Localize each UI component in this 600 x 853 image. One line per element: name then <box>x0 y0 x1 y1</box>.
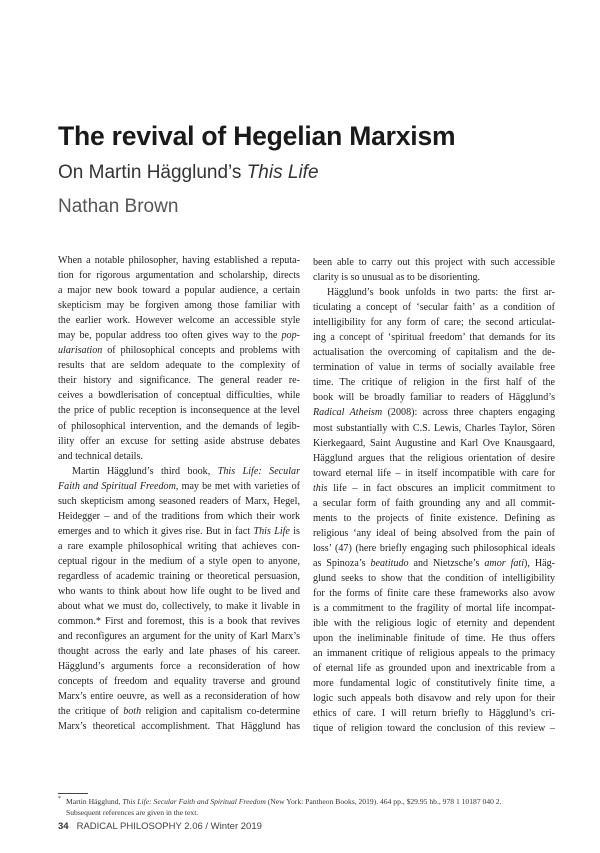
right-column-line <box>313 255 555 270</box>
text-run: upon the ineliminable finitude of time. He thus offers <box>313 633 555 645</box>
italic-text: Radical Atheism <box>313 407 383 419</box>
text-run: , may be met with varieties of <box>175 480 300 492</box>
text-run: such skepticism among seasoned readers of Marx, Hegel, <box>58 495 300 507</box>
left-column-line <box>58 328 300 343</box>
right-column-line <box>313 646 555 661</box>
right-column-line <box>313 526 555 541</box>
text-run: thought across the early and late phases of his career. <box>58 646 300 658</box>
text-run: results that are seldom adequate to the complexity of <box>58 360 300 372</box>
right-column-line <box>313 285 555 300</box>
text-run: ticulating a concept of ‘secular faith’ as a condition of <box>313 302 555 314</box>
right-column-line <box>313 436 555 451</box>
article-subtitle <box>58 161 558 185</box>
right-column-line <box>313 315 555 330</box>
right-column-line <box>313 571 555 586</box>
right-column-line <box>313 676 555 691</box>
text-run: religious ‘any ideal of being absolved from the pain of <box>313 527 555 539</box>
text-run: as Spinoza’s <box>313 557 371 569</box>
text-run: of philosophical concepts and problems with <box>102 345 300 357</box>
left-column-line <box>58 539 300 554</box>
text-run: and Nietzsche’s <box>408 557 485 569</box>
left-column-line <box>58 554 300 569</box>
left-column-line <box>58 599 300 614</box>
italic-text: This Life <box>253 525 290 537</box>
text-run: been able to carry out this project with such accessible <box>313 257 555 268</box>
text-run: may be, popular address too often gives way to the <box>58 330 282 342</box>
italic-text: amor fati <box>484 557 525 569</box>
right-column-line <box>313 631 555 646</box>
right-column-line <box>313 661 555 676</box>
right-column-line <box>313 706 555 721</box>
italic-text: ularisation <box>58 345 103 357</box>
right-column-line <box>313 586 555 601</box>
left-column-line <box>58 614 300 629</box>
text-run: the critique of <box>58 706 124 718</box>
text-run: emerges and to which it gives rise. But in fact <box>58 525 254 537</box>
italic-text: pop- <box>281 330 300 342</box>
footnote <box>58 796 558 818</box>
text-run: tion for rigorous argumentation and scholarship, directs <box>58 270 300 282</box>
left-column-line <box>58 313 300 328</box>
text-run: When a notable philosopher, having established a reputa- <box>58 255 300 266</box>
left-column-line <box>58 509 300 524</box>
text-run: common.* First and foremost, this is a book that revives <box>58 616 300 628</box>
footnote-rule <box>58 793 88 794</box>
left-column-line <box>58 253 300 268</box>
left-column-line <box>58 283 300 298</box>
text-run: regardless of academic training or theoretical persuasion, <box>58 570 300 582</box>
left-column-line <box>58 674 300 689</box>
text-run: toward eternal life – in itself incompatible with care for <box>313 467 555 479</box>
text-run: Martin Hägglund’s third book, <box>72 465 218 477</box>
text-run: ceives a bowdlerisation of conceptual difficulties, while <box>58 390 300 402</box>
right-column-line <box>313 405 555 420</box>
text-run: book will be broadly familiar to readers of Hägglund’s <box>313 392 555 404</box>
right-column-line <box>313 330 555 345</box>
text-run: for the forms of finite care these frameworks also avow <box>313 588 555 600</box>
text-run: clarity is so unusual as to be disorienting. <box>313 272 481 284</box>
left-column-line <box>58 403 300 418</box>
left-column-line <box>58 569 300 584</box>
subtitle-text: On Martin Hägglund’s <box>58 162 247 183</box>
text-run: Hägglund’s arguments force a reconsideration of how <box>58 661 300 673</box>
text-run: the price of public reception is inconsequence at the level <box>58 405 300 417</box>
text-run: skepticism may be forgiven among those familiar with <box>58 300 300 312</box>
journal-issue: RADICAL PHILOSOPHY 2.06 / Winter 2019 <box>76 821 262 832</box>
left-column-line <box>58 388 300 403</box>
text-run: ethics of care. I will return briefly to Hägglund’s cri- <box>313 708 555 720</box>
text-run: ceptual rigour in the medium of a style open to anyone, <box>58 555 300 567</box>
text-run: glund seeks to show that the condition of intelligibility <box>313 572 555 584</box>
text-run: termination of value in terms of socially available free <box>313 362 555 374</box>
right-column-line <box>313 481 555 496</box>
left-column-line <box>58 479 300 494</box>
right-column-line <box>313 270 555 285</box>
text-run: about what we must do, collectively, to make it livable in <box>58 601 300 613</box>
text-run: (2008): across three chapters engaging <box>382 407 555 419</box>
text-run: is <box>289 525 300 537</box>
italic-text: This Life: Secular <box>217 465 300 477</box>
body-column-right <box>313 255 555 737</box>
text-run: loss’ (47) (here briefly engaging such philosophical ideals <box>313 542 555 554</box>
text-run: Hägglund argues that the religious orientation of desire <box>313 452 555 464</box>
text-run: a rare example philosophical writing that achieves con- <box>58 540 300 552</box>
footnote-line-1: Martin Hägglund, This Life: Secular Faith and Spiritual Freedom (New York: Pantheon Books, 2019). 464 pp., $29.95 hb., 978 1 10187 040 2. <box>66 797 502 806</box>
text-run: ing a concept of ‘spiritual freedom’ that demands for its <box>313 332 555 344</box>
right-column-line <box>313 556 555 571</box>
left-column-line <box>58 298 300 313</box>
text-run: of philosophical intervention, and the demands of legib- <box>58 420 300 432</box>
right-column-line <box>313 616 555 631</box>
left-column-line <box>58 343 300 358</box>
footnote-marker: * <box>58 796 61 802</box>
right-column-line <box>313 375 555 390</box>
text-run: and technical details. <box>58 450 143 462</box>
text-run: logic such appeals both disavow and rely upon for their <box>313 693 555 705</box>
text-run: ility offer an excuse for setting aside abstruse debates <box>58 435 300 447</box>
subtitle-book-title: This Life <box>246 162 319 183</box>
page-number: 34 <box>58 821 69 832</box>
right-column-line <box>313 360 555 375</box>
right-column-line <box>313 541 555 556</box>
text-run: a major new book toward a popular audience, a certain <box>58 285 300 297</box>
article-author: Nathan Brown <box>58 196 179 217</box>
right-column-line <box>313 466 555 481</box>
right-column-line <box>313 451 555 466</box>
italic-text: Faith and Spiritual Freedom <box>58 480 176 492</box>
text-run: of eternal life as grounded upon and inextricable from a <box>313 663 555 675</box>
text-run: Marx’s theoretical accomplishment. That Hägglund has <box>58 721 300 733</box>
right-column-line <box>313 496 555 511</box>
text-run: is a commitment to the fragility of mortal life incompat- <box>313 603 555 615</box>
left-column-line <box>58 268 300 283</box>
article-title: The revival of Hegelian Marxism <box>58 121 456 151</box>
right-column-line <box>313 721 555 736</box>
italic-text: both <box>123 706 142 718</box>
italic-text: this <box>313 482 328 494</box>
text-run: actualisation the overcoming of capitalism and the de- <box>313 347 555 359</box>
text-run: an immanent critique of religious appeals to the primacy <box>313 648 555 660</box>
italic-text: beatitudo <box>370 557 409 569</box>
body-column-left <box>58 253 300 735</box>
left-column-line <box>58 434 300 449</box>
text-run: life – in fact obscures an implicit commitment to <box>327 482 555 494</box>
right-column-line <box>313 601 555 616</box>
text-run: ), Häg- <box>524 557 555 569</box>
text-run: concepts of freedom and equality traverse and ground <box>58 676 300 688</box>
left-column-line <box>58 629 300 644</box>
text-run: their history and significance. The general reader re- <box>58 375 300 387</box>
text-run: religion and capitalism co-determine <box>141 706 300 718</box>
text-run: Heidegger – and of the traditions from which their work <box>58 510 300 522</box>
footnote-line-2: Subsequent references are given in the text. <box>66 808 199 817</box>
left-column-line <box>58 449 300 464</box>
left-column-line <box>58 358 300 373</box>
text-run: most substantially with C.S. Lewis, Charles Taylor, Sören <box>313 422 555 434</box>
text-run: Hägglund’s book unfolds in two parts: the first ar- <box>327 287 555 299</box>
text-run: ible with the religious logic of eternity and dependent <box>313 618 555 630</box>
right-column-line <box>313 691 555 706</box>
page-footer <box>58 821 262 832</box>
text-run: and reconfigures an argument for the unity of Karl Marx’s <box>58 631 300 643</box>
text-run: a secular form of faith grounding any and all commit- <box>313 497 555 509</box>
right-column-line <box>313 421 555 436</box>
left-column-line <box>58 584 300 599</box>
right-column-line <box>313 300 555 315</box>
left-column-line <box>58 644 300 659</box>
right-column-line <box>313 511 555 526</box>
left-column-line <box>58 689 300 704</box>
left-column-line <box>58 464 300 479</box>
left-column-line <box>58 719 300 734</box>
text-run: the earlier work. However welcome an accessible style <box>58 315 300 327</box>
left-column-line <box>58 373 300 388</box>
text-run: tique of religion toward the conclusion of this review – <box>313 723 555 735</box>
text-run: Marx’s entire oeuvre, as well as a reconsideration of how <box>58 691 300 703</box>
left-column-line <box>58 704 300 719</box>
left-column-line <box>58 524 300 539</box>
text-run: ments to the projects of finite existence. Defining as <box>313 512 555 524</box>
left-column-line <box>58 419 300 434</box>
left-column-line <box>58 659 300 674</box>
right-column-line <box>313 345 555 360</box>
text-run: more fundamental logic of constitutively finite time, a <box>313 678 555 690</box>
text-run: time. The critique of religion in the first half of the <box>313 377 555 389</box>
text-run: intelligibility for any form of care; the second articulat- <box>313 317 555 329</box>
right-column-line <box>313 390 555 405</box>
text-run: Kierkegaard, Saint Augustine and Karl Ove Knausgaard, <box>313 437 555 449</box>
text-run: who wants to think about how life ought to be lived and <box>58 586 300 598</box>
left-column-line <box>58 494 300 509</box>
